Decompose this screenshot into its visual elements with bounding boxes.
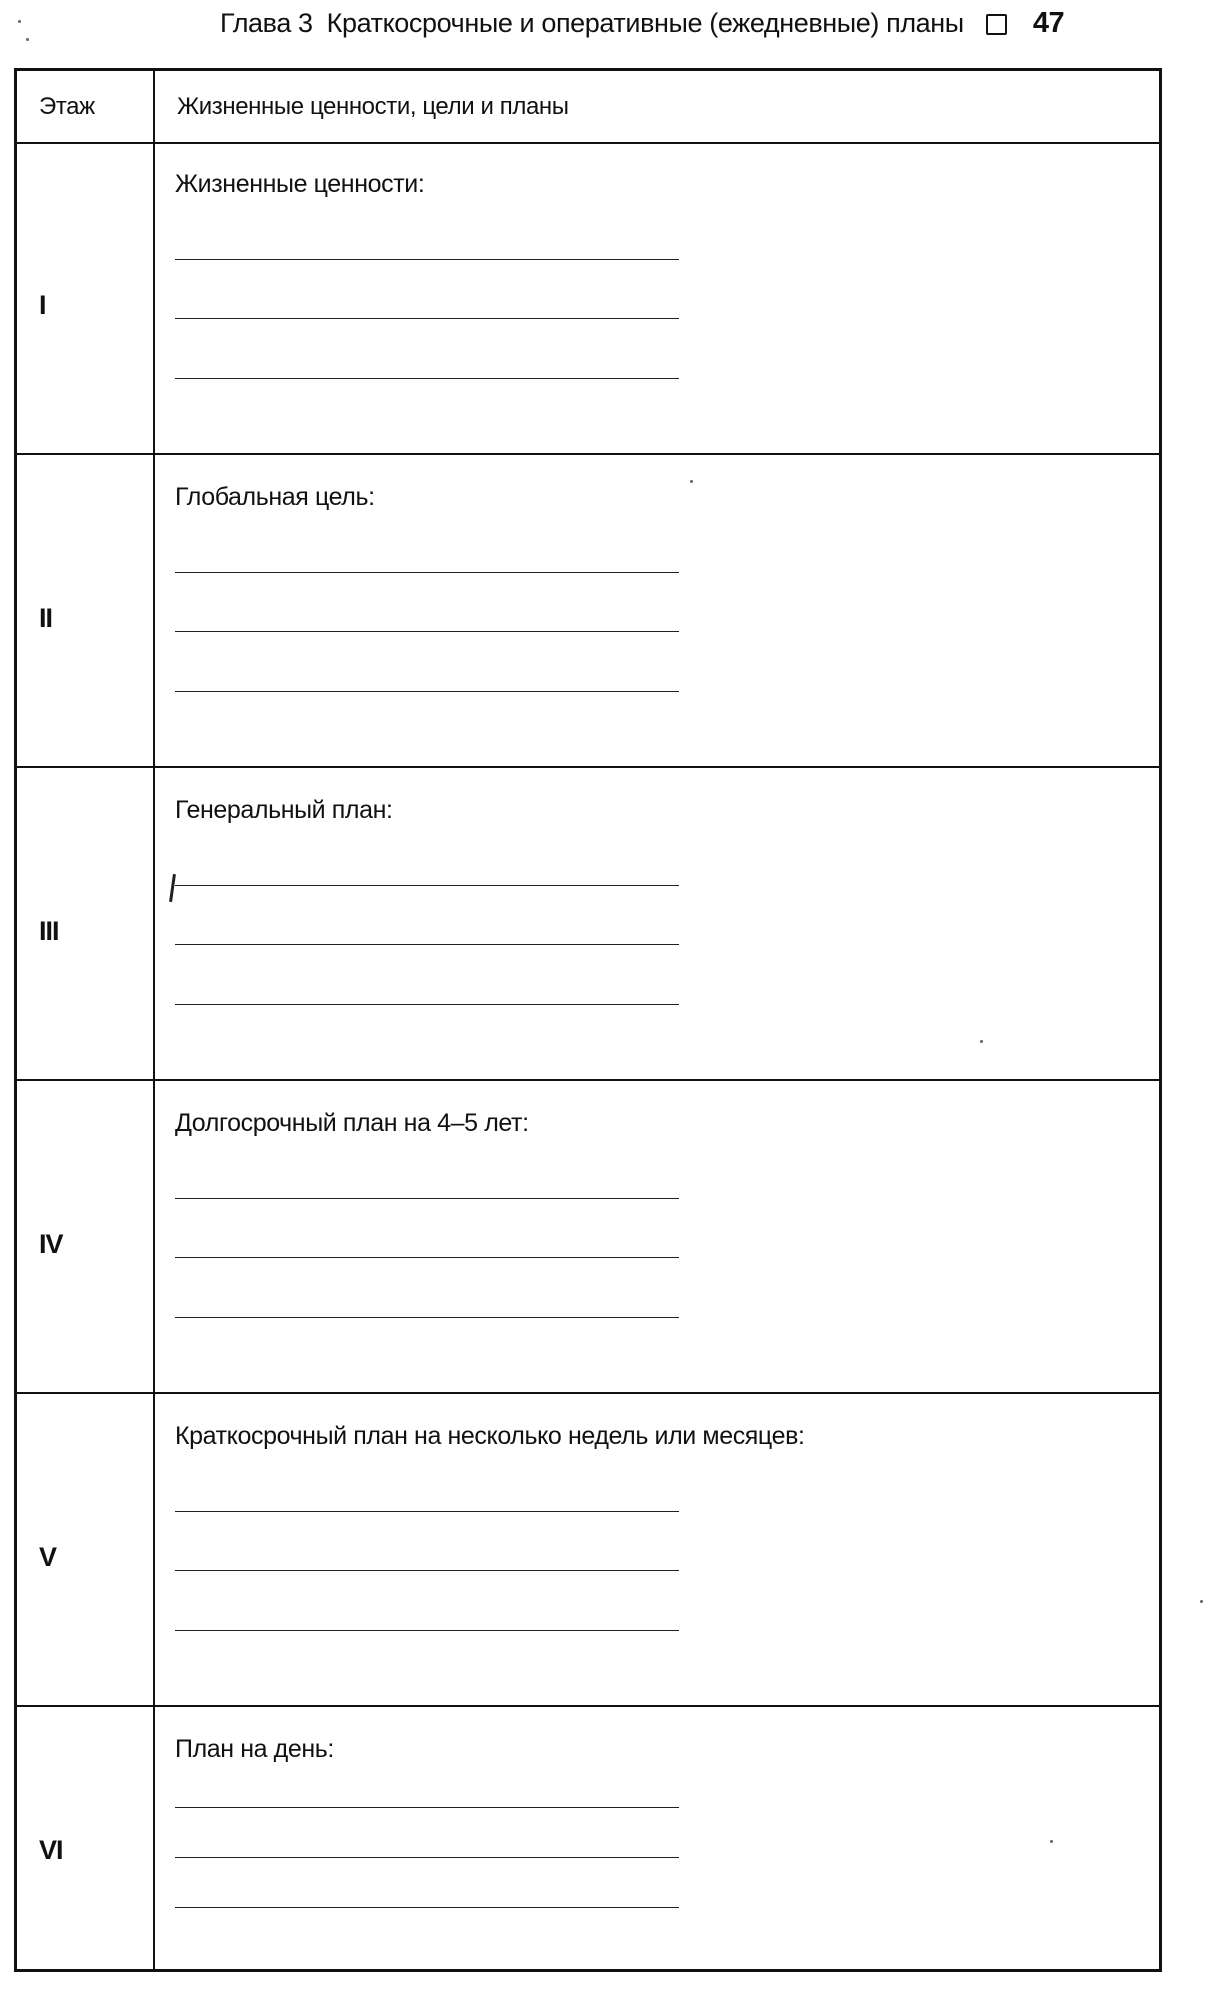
- blank-line[interactable]: [175, 944, 679, 945]
- blank-line[interactable]: [175, 378, 679, 379]
- blank-line[interactable]: [175, 631, 679, 632]
- column-header-floor: Этаж: [39, 93, 95, 120]
- blank-line[interactable]: [175, 318, 679, 319]
- floor-number: IV: [39, 1229, 63, 1259]
- blank-line[interactable]: [175, 1807, 679, 1808]
- row-title: Жизненные ценности:: [175, 170, 425, 198]
- table-row: [17, 455, 1159, 768]
- blank-line[interactable]: [175, 885, 679, 886]
- table-row: [17, 1707, 1159, 1969]
- floor-number: I: [39, 290, 46, 320]
- column-header-content: Жизненные ценности, цели и планы: [177, 93, 569, 120]
- row-title: Долгосрочный план на 4–5 лет:: [175, 1109, 529, 1137]
- row-title: Глобальная цель:: [175, 483, 375, 511]
- table-row: [17, 1394, 1159, 1707]
- chapter-label: Глава 3: [220, 7, 313, 38]
- row-title: Генеральный план:: [175, 796, 393, 824]
- blank-line[interactable]: [175, 1257, 679, 1258]
- table-header: [17, 71, 1159, 144]
- row-title: План на день:: [175, 1735, 334, 1763]
- scan-speck: [980, 1040, 983, 1043]
- blank-line[interactable]: [175, 1570, 679, 1571]
- scan-speck: [18, 20, 21, 23]
- floor-number: II: [39, 603, 53, 633]
- blank-line[interactable]: [175, 1004, 679, 1005]
- floor-number: VI: [39, 1835, 63, 1865]
- blank-line[interactable]: [175, 259, 679, 260]
- floor-number: III: [39, 916, 59, 946]
- table-row: [17, 142, 1159, 455]
- square-icon: [986, 14, 1007, 35]
- scan-speck: [690, 480, 693, 483]
- page-number: 47: [1032, 6, 1065, 39]
- blank-line[interactable]: [175, 1907, 679, 1908]
- blank-line[interactable]: [175, 1198, 679, 1199]
- scan-speck: [1200, 1600, 1203, 1603]
- blank-line[interactable]: [175, 572, 679, 573]
- page-header: [220, 0, 1170, 46]
- blank-line[interactable]: [175, 1511, 679, 1512]
- row-title: Краткосрочный план на несколько недель или месяцев:: [175, 1422, 805, 1450]
- table-row: [17, 1081, 1159, 1394]
- blank-line[interactable]: [175, 1857, 679, 1858]
- table-row: [17, 768, 1159, 1081]
- scan-speck: [26, 38, 29, 41]
- scan-speck: [1050, 1840, 1053, 1843]
- pen-mark: [169, 874, 176, 902]
- blank-line[interactable]: [175, 691, 679, 692]
- plan-table: [14, 68, 1162, 1972]
- chapter-title: Краткосрочные и оперативные (ежедневные) планы: [326, 7, 964, 38]
- blank-line[interactable]: [175, 1630, 679, 1631]
- blank-line[interactable]: [175, 1317, 679, 1318]
- floor-number: V: [39, 1542, 57, 1572]
